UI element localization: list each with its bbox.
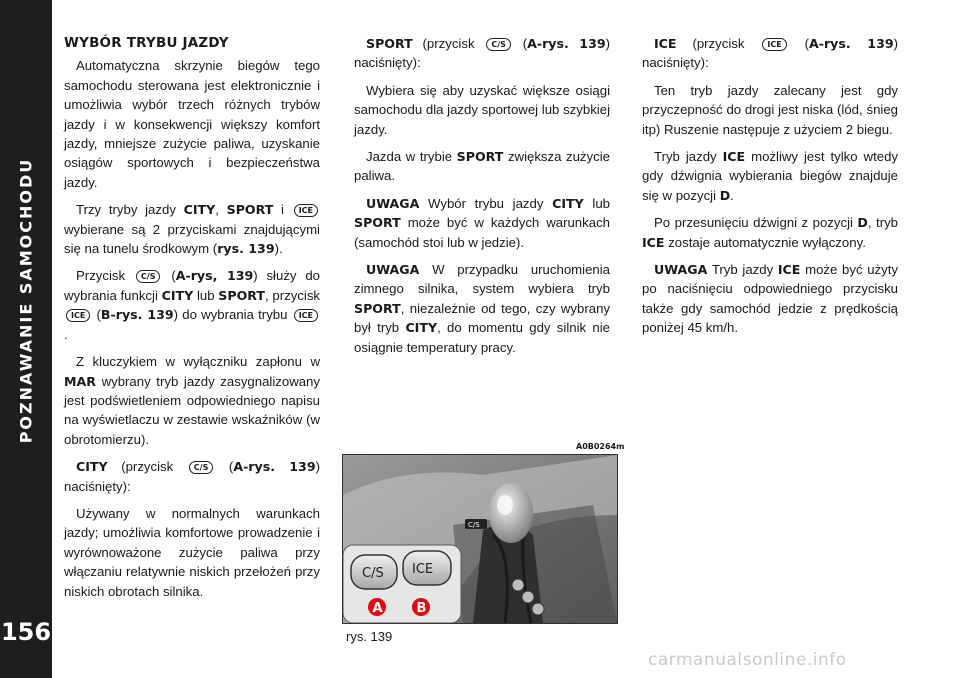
- paragraph: SPORT (przycisk C/S (A-rys. 139) naciśnięty):: [354, 36, 610, 71]
- svg-text:C/S: C/S: [468, 521, 480, 529]
- paragraph: Po przesunięciu dźwigni z pozycji D, tryb ICE zostaje automatycznie wyłączony.: [642, 215, 899, 250]
- paragraph: Trzy tryby jazdy CITY, SPORT i ICE wybierane są 2 przyciskami znajdującymi się na tunelu środkowym (rys. 139).: [64, 202, 320, 257]
- paragraph: Jazda w trybie SPORT zwiększa zużycie paliwa.: [354, 149, 610, 184]
- note-paragraph: UWAGA Tryb jazdy ICE może być użyty po naciśnięciu odpowiedniego przycisku także gdy samochód jedzie z prędkością poniżej 45 km/h.: [642, 262, 898, 336]
- figure-code: A0B0264m: [576, 442, 625, 451]
- ice-button-icon: ICE: [294, 204, 318, 217]
- section-heading: WYBÓR TRYBU JAZDY: [64, 35, 229, 51]
- text-column-2: [354, 34, 610, 365]
- cs-button-icon: C/S: [189, 461, 214, 474]
- paragraph: Przycisk C/S (A-rys, 139) służy do wybrania funkcji CITY lub SPORT, przycisk ICE (B-rys. 139) do wybrania trybu ICE.: [64, 268, 321, 342]
- cs-button-label: C/S: [362, 566, 384, 581]
- page-number: 156: [0, 618, 52, 646]
- badge-a: A: [372, 601, 383, 616]
- ice-button-icon: ICE: [294, 309, 318, 322]
- gear-tunnel-illustration: [343, 455, 617, 623]
- text-column-1: [64, 34, 320, 609]
- section-sidebar: [0, 0, 52, 678]
- figure-gear-selector: [342, 454, 618, 624]
- paragraph: CITY (przycisk C/S (A-rys. 139) naciśnięty):: [64, 459, 320, 494]
- ice-button-icon: ICE: [762, 38, 786, 51]
- paragraph: Używany w normalnych warunkach jazdy; umożliwia komfortowe prowadzenie i wyrównoważone zużycie paliwa przy włączaniu relatywnie niskich przełożeń przy niskich obrotach silnika.: [64, 505, 320, 599]
- paragraph: Wybiera się aby uzyskać większe osiągi samochodu dla jazdy sportowej lub szybkiej jazdy.: [354, 82, 610, 137]
- section-title: POZNAWANIE SAMOCHODU: [16, 157, 36, 443]
- ice-button-icon: ICE: [66, 309, 90, 322]
- badge-b: B: [416, 601, 427, 616]
- paragraph: Tryb jazdy ICE możliwy jest tylko wtedy gdy dźwignia wybierania biegów znajduje się w pozycji D.: [642, 149, 898, 203]
- note-paragraph: UWAGA W przypadku uruchomienia zimnego silnika, system wybiera tryb SPORT, niezależnie od tego, czy wybrany był tryb CITY, do momentu gdy silnik nie osiągnie temperatury pracy.: [354, 262, 611, 355]
- figure-caption: rys. 139: [346, 629, 393, 644]
- paragraph: ICE (przycisk ICE (A-rys. 139) naciśnięty):: [642, 36, 898, 71]
- paragraph: Automatyczna skrzynie biegów tego samochodu sterowana jest elektronicznie i umożliwia wybór trzech różnych trybów jazdy i w konsekwencji większy komfort jazdy, mniejsze zużycie paliwa, uzyskanie osiągów sportowych i bezpieczeństwa jazdy.: [64, 58, 320, 190]
- note-paragraph: UWAGA Wybór trybu jazdy CITY lub SPORT może być w każdych warunkach (samochód stoi lub w jedzie).: [354, 195, 611, 250]
- ice-button-label: ICE: [412, 562, 434, 577]
- paragraph: Ten tryb jazdy zalecany jest gdy przyczepność do drogi jest niska (lód, śnieg itp) Ruszenie następuje z użyciem 2 biegu.: [642, 82, 898, 137]
- cs-button-icon: C/S: [486, 38, 511, 51]
- cs-button-icon: C/S: [136, 270, 161, 283]
- text-column-3: [642, 34, 898, 346]
- paragraph: Z kluczykiem w wyłączniku zapłonu w MAR wybrany tryb jazdy zasygnalizowany jest podświetleniem odpowiedniego napisu na wyświetlaczu w zestawie wskaźników (w obrotomierzu).: [64, 354, 320, 447]
- watermark: carmanualsonline.info: [648, 650, 847, 670]
